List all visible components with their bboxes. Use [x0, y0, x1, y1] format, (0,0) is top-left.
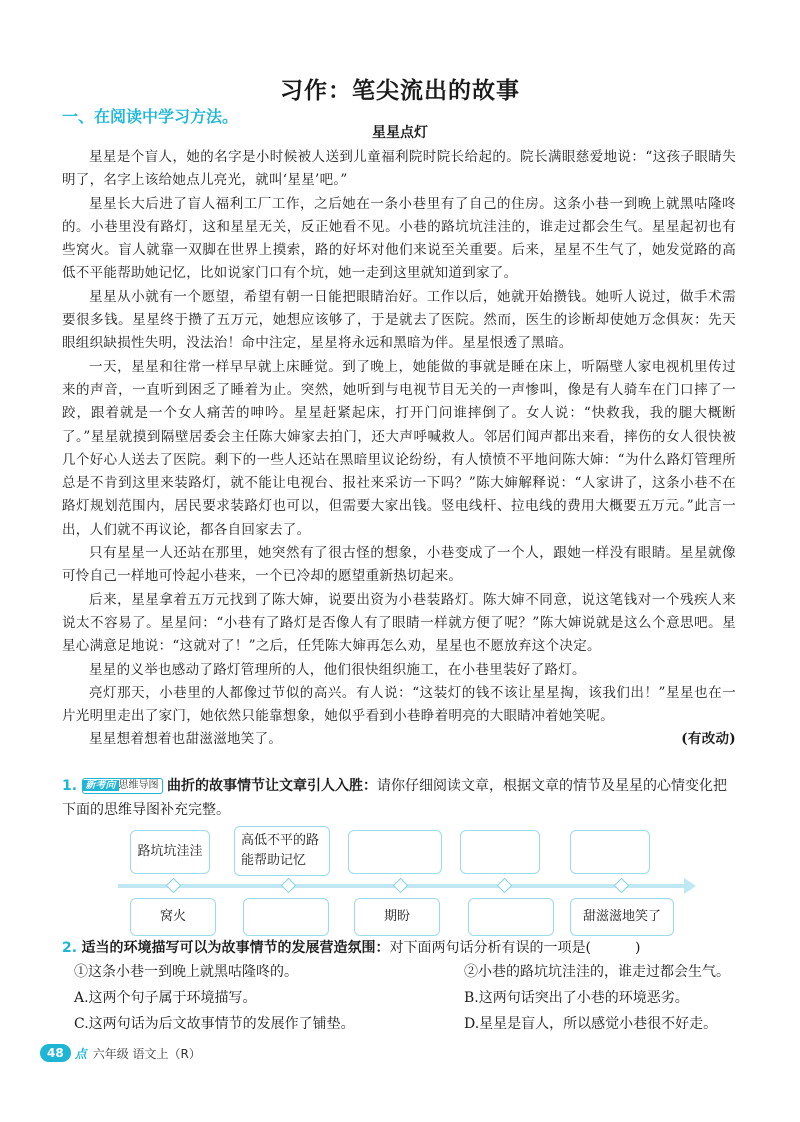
mind-map-top-box[interactable]: [348, 830, 442, 874]
quoted-sentences: [62, 960, 736, 984]
story-body: [62, 146, 736, 752]
mind-map-top-box[interactable]: 高低不平的路能帮助记忆: [234, 826, 330, 876]
options-row-1: [62, 986, 736, 1010]
option-b[interactable]: B.这两句话突出了小巷的环境恶劣。: [464, 990, 689, 1006]
mind-map-bottom-box[interactable]: 期盼: [354, 898, 440, 936]
mind-map-bottom-box[interactable]: 窝火: [130, 898, 216, 936]
badge-type: 思维导图: [118, 780, 159, 791]
story-paragraph: 亮灯那天，小巷里的人都像过节似的高兴。有人说：“这装灯的钱不该让星星掏，该我们出！”星星也在一片光明里走出了家门，她依然只能靠想象，她似乎看到小巷睁着明亮的大眼睛冲着她笑呢。: [62, 684, 736, 725]
section-heading: 一、在阅读中学习方法。: [62, 107, 239, 126]
option-c[interactable]: C.这两句话为后文故事情节的发展作了铺垫。: [74, 1016, 355, 1032]
question-number: 2.: [62, 940, 78, 956]
story-last-line: [62, 728, 736, 751]
story-title: 星星点灯: [372, 125, 428, 141]
brand-logo: 点: [74, 1046, 87, 1061]
mind-map: [118, 826, 686, 940]
story-paragraph: 星星长大后进了盲人福利工厂工作，之后她在一条小巷里有了自己的住房。这条小巷一到晚上就黑咕隆咚的。小巷里没有路灯，这和星星无关，反正她看不见。小巷的路坑坑洼洼的，谁走过都会生气。星星起初也有些窝火。盲人就靠一双脚在世界上摸索，路的好坏对他们来说至关重要。后来，星星不生气了，她发觉路的高低不平能帮助她记忆，比如说家门口有个坑，她一走到这里就知道到家了。: [62, 195, 736, 282]
story-paragraph: 星星从小就有一个愿望，希望有朝一日能把眼睛治好。工作以后，她就开始攒钱。她听人说过，做手术需要很多钱。星星终于攒了五万元，她想应该够了，于是就去了医院。然而，医生的诊断却使她万念俱灰：先天眼组织缺损性失明，没法治！命中注定，星星将永远和黑暗为伴。星星恨透了黑暗。: [62, 288, 736, 352]
page-title: 习作：笔尖流出的故事: [280, 78, 520, 104]
question-2-stem: [62, 936, 736, 960]
page-footer: [40, 1044, 201, 1062]
mind-map-node: [166, 878, 182, 894]
mind-map-bottom-box[interactable]: [243, 898, 329, 936]
story-paragraph: 星星的义举也感动了路灯管理所的人，他们很快组织施工，在小巷里装好了路灯。: [89, 661, 586, 678]
mind-map-bottom-box[interactable]: 甜滋滋地笑了: [570, 898, 674, 936]
mind-map-node: [614, 878, 630, 894]
mind-map-arrow: [684, 878, 696, 894]
story-source-note: (有改动): [681, 731, 736, 748]
options-row-2: [62, 1012, 736, 1036]
mind-map-node: [281, 878, 297, 894]
option-d[interactable]: D.星星是盲人，所以感觉小巷很不好走。: [464, 1016, 718, 1032]
option-a[interactable]: A.这两个句子属于环境描写。: [74, 990, 257, 1006]
story-paragraph: 只有星星一人还站在那里，她突然有了很古怪的想象，小巷变成了一个人，跟她一样没有眼睛。星星就像可怜自己一样地可怜起小巷来，一个已冷却的愿望重新热切起来。: [62, 545, 736, 585]
story-paragraph: 星星是个盲人，她的名字是小时候被人送到儿童福利院时院长给起的。院长满眼慈爱地说：“这孩子眼睛失明了，名字上该给她点儿亮光，就叫‘星星’吧。”: [62, 149, 736, 189]
question-number: 1.: [62, 778, 78, 794]
mind-map-top-box[interactable]: [570, 830, 650, 874]
paren-close: ): [634, 940, 641, 956]
mind-map-node: [393, 878, 409, 894]
question-lead: 适当的环境描写可以为故事情节的发展营造氛围：: [81, 940, 390, 956]
page-number: 48: [40, 1044, 71, 1062]
footer-text: 六年级 语文上（R）: [92, 1046, 201, 1061]
quoted-sentence-2: ②小巷的路坑坑洼洼的，谁走过都会生气。: [464, 964, 730, 980]
question-lead: 曲折的故事情节让文章引人入胜：: [166, 778, 377, 794]
question-2: [62, 936, 736, 1036]
question-text: 请你仔细阅读文章，根据文章的情节及星星的心情变化把下面的思维导图补充完整。: [62, 778, 727, 818]
mind-map-top-box[interactable]: [460, 830, 540, 874]
question-1: [62, 774, 736, 822]
mind-map-bottom-box[interactable]: [468, 898, 554, 936]
story-last-text: 星星想着想着也甜滋滋地笑了。: [89, 731, 283, 748]
mind-map-top-box[interactable]: 路坑坑洼洼: [130, 830, 210, 874]
badge-new: 新考向: [83, 780, 119, 791]
story-paragraph: 一天，星星和往常一样早早就上床睡觉。到了晚上，她能做的事就是睡在床上，听隔壁人家电视机里传过来的声音，一直听到困乏了睡着为止。突然，她听到与电视节目无关的一声惨叫，像是有人骑车在门口摔了一跤，跟着就是一个女人痛苦的呻吟。星星赶紧起床，打开门问谁摔倒了。女人说：“快救我，我的腿大概断了。”星星就摸到隔壁居委会主任陈大婶家去拍门，还大声呼喊救人。邻居们闻声都出来看，摔伤的女人很快被几个好心人送去了医院。剩下的一些人还站在黑暗里议论纷纷，有人愤愤不平地问陈大婶：“为什么路灯管理所总是不肯到这里来装路灯，就不能让电视台、报社来采访一下吗？”陈大婶解释说：“人家讲了，这条小巷不在路灯规划范围内，居民要求装路灯也可以，但需要大家出钱。竖电线杆、拉电线的费用大概要五万元。”此言一出，人们就不再议论，都各自回家去了。: [62, 358, 736, 538]
mind-map-node: [497, 878, 513, 894]
question-text: 对下面两句话分析有误的一项是(: [389, 940, 591, 956]
story-paragraph: 后来，星星拿着五万元找到了陈大婶，说要出资为小巷装路灯。陈大婶不同意，说这笔钱对一个残疾人来说太不容易了。星星问：“小巷有了路灯是否像人有了眼睛一样就方便了呢？”陈大婶说就是这么个意思吧。星星心满意足地说：“这就对了！”之后，任凭陈大婶再怎么劝，星星也不愿放弃这个决定。: [62, 591, 736, 655]
question-badge: [82, 778, 163, 794]
quoted-sentence-1: ①这条小巷一到晚上就黑咕隆咚的。: [74, 964, 298, 980]
